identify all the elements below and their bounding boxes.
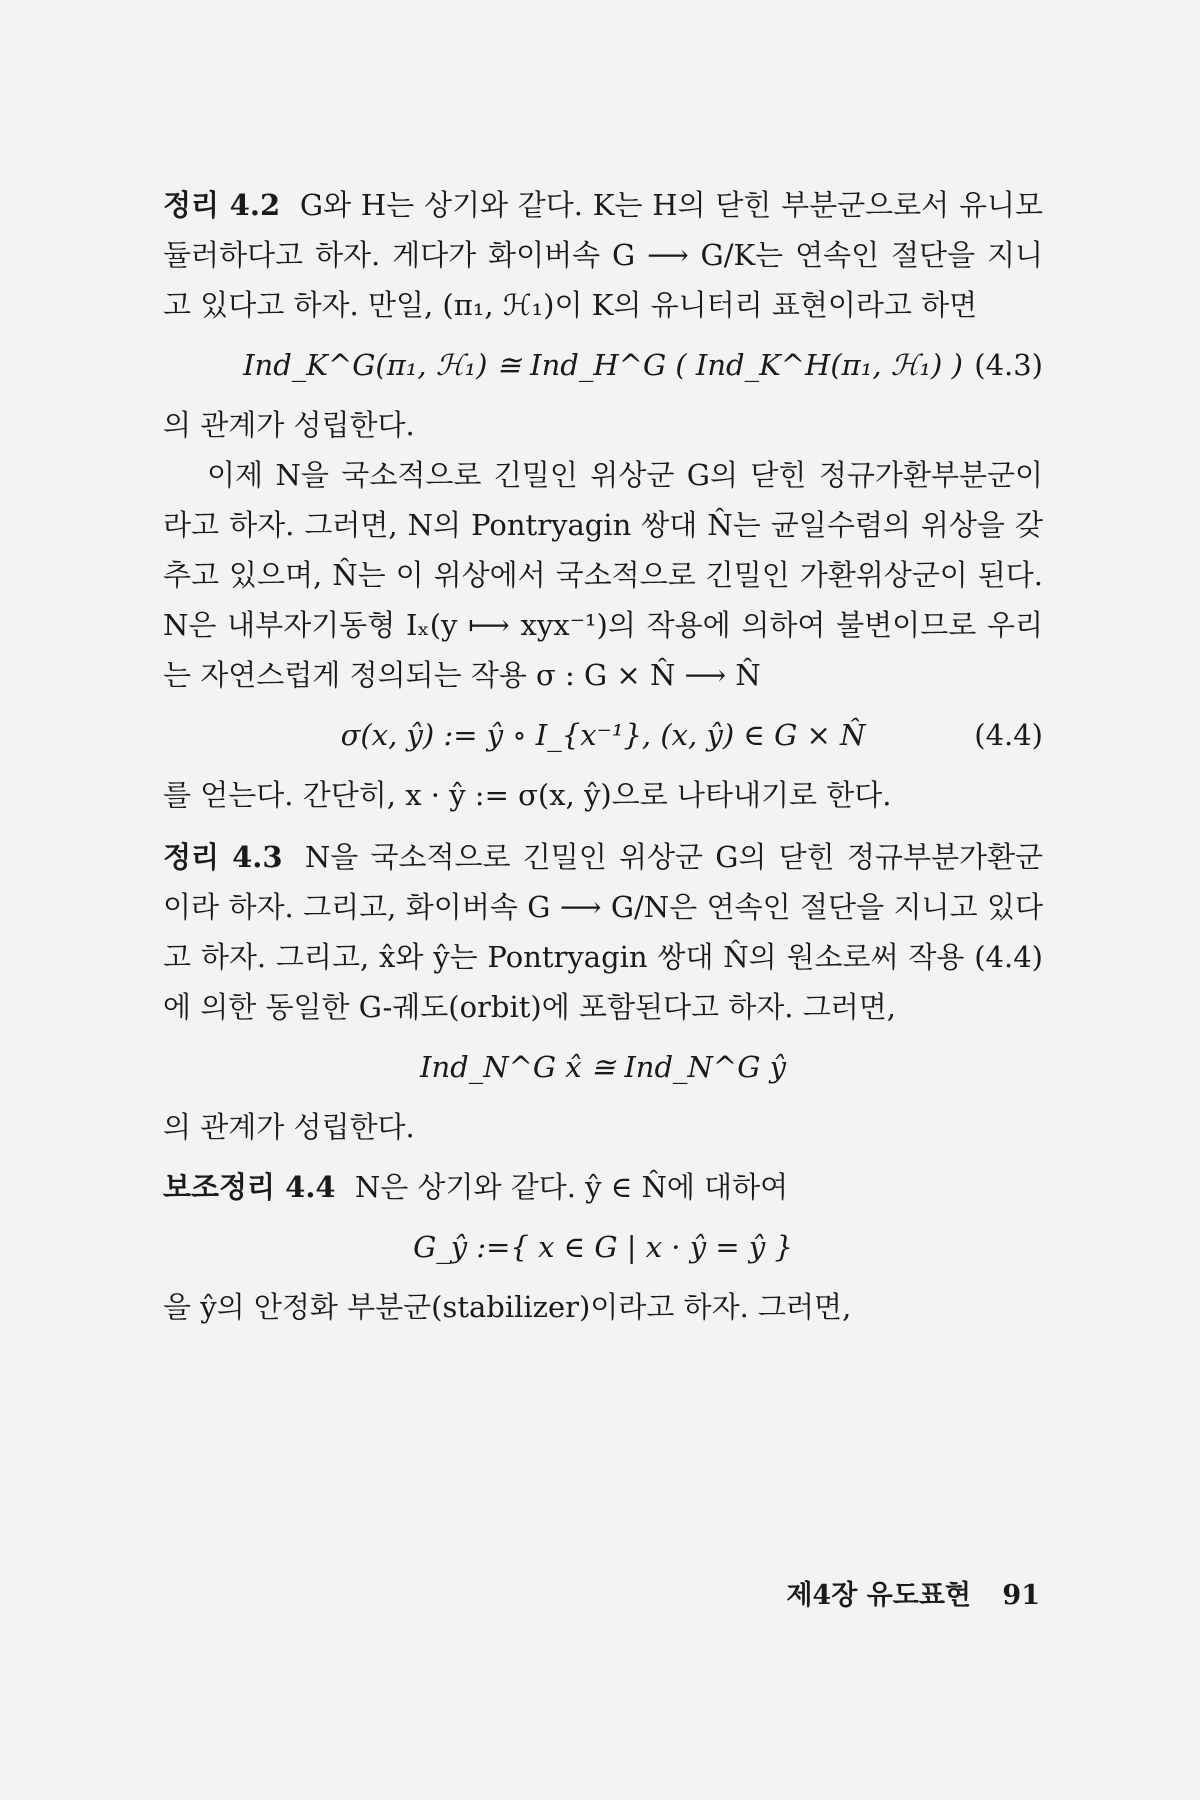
equation-4-4 [163,700,1043,770]
lemma-4-4-statement [163,1162,1043,1212]
page-number: 91 [1002,1580,1040,1611]
paragraph-normal-subgroup-text: 이제 N을 국소적으로 긴밀인 위상군 G의 닫힌 정규가환부분군이라고 하자. 그러면, N의 Pontryagin 쌍대 N̂는 균일수렴의 위상을 갖추고 있으며, N̂는 이 위상에서 국소적으로 긴밀인 가환위상군이 된다. N은 내부자기동형 Iₓ(y ⟼ xyx⁻¹)의 작용에 의하여 불변이므로 우리는 자연스럽게 정의되는 작용 σ : G × N̂ ⟶ N̂ [163,458,1043,692]
equation-4-4-number: (4.4) [974,718,1043,752]
theorem-4-2-statement [163,180,1043,330]
theorem-4-3 [163,832,1043,1152]
equation-4-4-formula: σ(x, ŷ) := ŷ ∘ I_{x⁻¹}, (x, ŷ) ∈ G × N̂ [340,718,866,752]
theorem-4-3-formula: Ind_N^G x̂ ≅ Ind_N^G ŷ [420,1050,786,1084]
theorem-4-2 [163,180,1043,450]
lemma-4-4-after: 을 ŷ의 안정화 부분군(stabilizer)이라고 하자. 그러면, [163,1290,852,1324]
lemma-4-4-equation [163,1212,1043,1282]
theorem-4-3-body: N을 국소적으로 긴밀인 위상군 G의 닫힌 정규부분가환군이라 하자. 그리고, 화이버속 G ⟶ G/N은 연속인 절단을 지니고 있다고 하자. 그리고, x̂와 ŷ는 Pontryagin 쌍대 N̂의 원소로써 작용 (4.4)에 의한 동일한 G-궤도(orbit)에 포함된다고 하자. 그러면, [163,840,1044,1024]
equation-4-3-number: (4.3) [974,348,1043,382]
theorem-4-3-equation [163,1032,1043,1102]
lemma-4-4-heading: 보조정리 4.4 [163,1170,336,1204]
theorem-4-2-conclusion: 의 관계가 성립한다. [163,408,415,442]
paragraph-normal-subgroup-after: 를 얻는다. 간단히, x · ŷ := σ(x, ŷ)으로 나타내기로 한다. [163,778,892,812]
equation-4-3 [163,330,1043,400]
lemma-4-4-body: N은 상기와 같다. ŷ ∈ N̂에 대하여 [354,1170,789,1204]
theorem-4-3-heading: 정리 4.3 [163,840,283,874]
paragraph-normal-subgroup [163,450,1043,820]
chapter-title: 제4장 유도표현 [786,1580,972,1611]
lemma-4-4-formula: G_ŷ :={ x ∈ G | x · ŷ = ŷ } [413,1230,793,1264]
lemma-4-4 [163,1162,1043,1332]
theorem-4-2-body: G와 H는 상기와 같다. K는 H의 닫힌 부분군으로서 유니모듈러하다고 하자. 게다가 화이버속 G ⟶ G/K는 연속인 절단을 지니고 있다고 하자. 만일, (π₁, ℋ₁)이 K의 유니터리 표현이라고 하면 [163,188,1044,322]
theorem-4-2-heading: 정리 4.2 [163,188,281,222]
theorem-4-3-conclusion: 의 관계가 성립한다. [163,1110,415,1144]
equation-4-3-formula: Ind_K^G(π₁, ℋ₁) ≅ Ind_H^G ( Ind_K^H(π₁, ℋ₁) ) [243,348,963,382]
page-footer [786,1573,1040,1612]
theorem-4-3-statement [163,832,1043,1032]
